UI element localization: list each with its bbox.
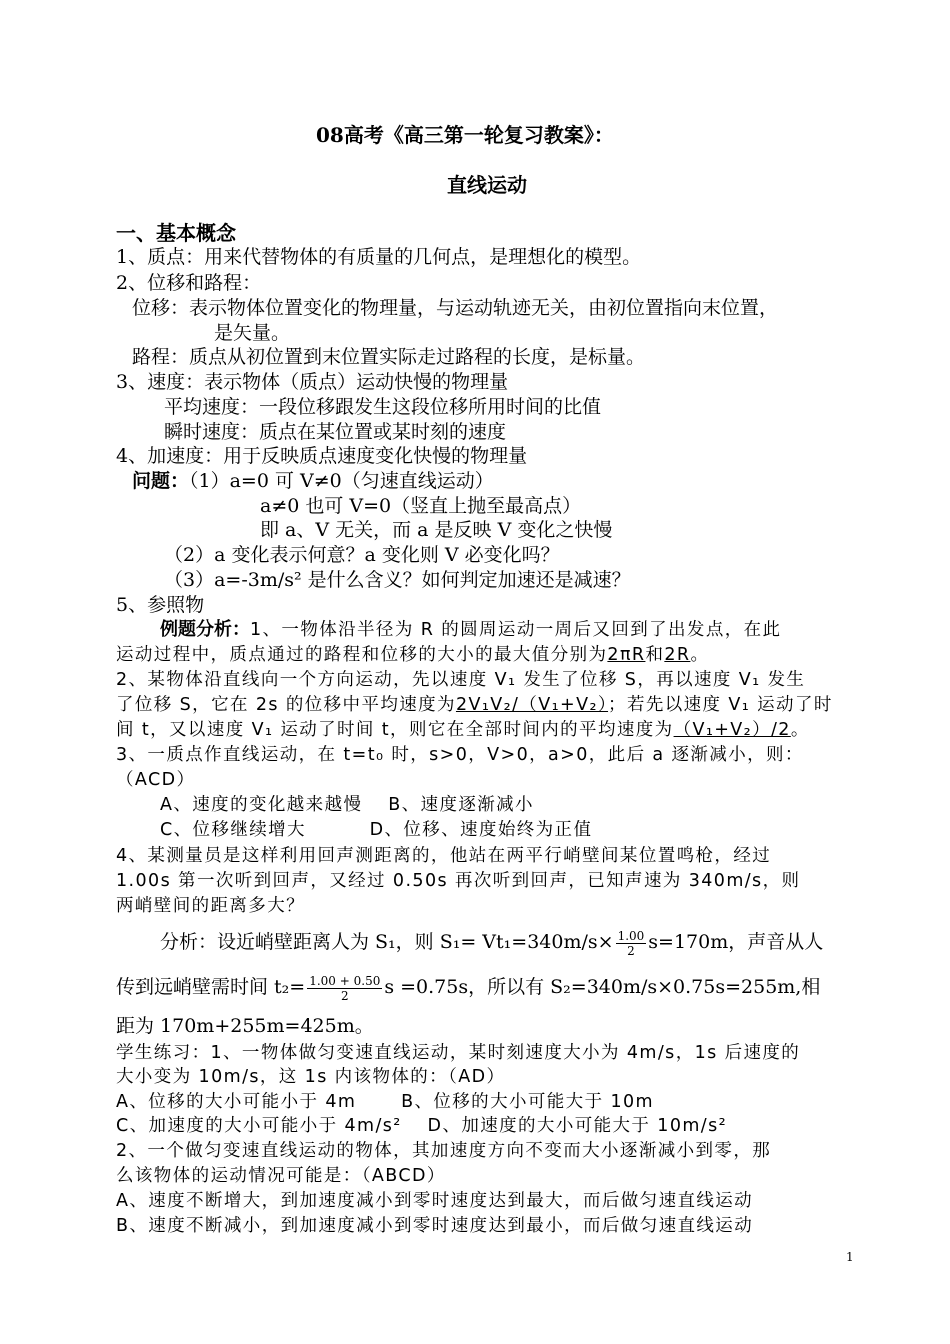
answer-blank: 2V₁V₂/（V₁+V₂） xyxy=(455,695,609,715)
example-line: 4、某测量员是这样利用回声测距离的，他站在两平行峭壁间某位置鸣枪，经过 xyxy=(116,846,772,866)
option-line: C、加速度的大小可能小于 4m/s² D、加速度的大小可能大于 10m/s² xyxy=(116,1116,728,1136)
example-text: 。 xyxy=(790,720,810,740)
analysis-line: 距为 170m+255m=425m。 xyxy=(116,1015,374,1037)
document-subtitle: 直线运动 xyxy=(447,173,527,197)
answer-blank: 2R xyxy=(664,645,691,665)
option-line: A、速度不断增大，到加速度减小到零时速度达到最大，而后做匀速直线运动 xyxy=(116,1191,754,1211)
section-heading: 一、基本概念 xyxy=(116,221,236,245)
analysis-line xyxy=(160,925,823,959)
text-line: 5、参照物 xyxy=(116,594,205,616)
analysis-text: s=170m，声音从人 xyxy=(648,931,824,953)
example-line xyxy=(116,692,833,718)
fraction-denominator: 2 xyxy=(627,943,635,958)
analysis-text: 传到远峭壁需时间 t₂= xyxy=(116,976,306,998)
answer-blank: （V₁+V₂）/2 xyxy=(673,720,791,740)
example-line: 3、一质点作直线运动，在 t=t₀ 时，s>0，V>0，a>0，此后 a 逐渐减小，则： xyxy=(116,745,804,765)
analysis-text: s =0.75s，所以有 S₂=340m/s×0.75s=255m,相 xyxy=(384,976,821,998)
example-label: 例题分析： xyxy=(160,619,250,640)
question-text: （1）a=0 可 V≠0（匀速直线运动） xyxy=(189,470,494,492)
question-label: 问题： xyxy=(132,470,190,492)
option-line: A、速度的变化越来越慢 B、速度逐渐减小 xyxy=(160,795,534,815)
example-text: 间 t，又以速度 V₁ 运动了时间 t，则它在全部时间内的平均速度为 xyxy=(116,720,674,740)
text-line: 瞬时速度：质点在某位置或某时刻的速度 xyxy=(164,421,507,443)
question-line xyxy=(132,468,494,494)
option-line: C、位移继续增大 D、位移、速度始终为正值 xyxy=(160,820,593,840)
practice-line: 么该物体的运动情况可能是：（ABCD） xyxy=(116,1166,446,1186)
example-text: 运动过程中，质点通过的路程和位移的大小的最大值分别为 xyxy=(116,645,608,665)
text-line: 是矢量。 xyxy=(214,322,291,344)
fraction-numerator: 1.00 + 0.50 xyxy=(309,973,381,988)
question-line: （3）a=-3m/s² 是什么含义？如何判定加速还是减速？ xyxy=(164,569,631,591)
fraction xyxy=(307,974,382,1003)
example-line xyxy=(160,617,781,643)
page-number: 1 xyxy=(846,1250,854,1264)
text-line: 2、位移和路程： xyxy=(116,272,262,294)
option-line: A、位移的大小可能小于 4m B、位移的大小可能大于 10m xyxy=(116,1092,654,1112)
fraction-numerator: 1.00 xyxy=(617,928,645,943)
example-text: 了位移 S，它在 2s 的位移中平均速度为 xyxy=(116,695,456,715)
fraction-denominator: 2 xyxy=(340,988,349,1003)
question-line: （2）a 变化表示何意？a 变化则 V 必变化吗？ xyxy=(164,544,560,566)
text-line: 平均速度：一段位移跟发生这段位移所用时间的比值 xyxy=(164,396,602,418)
example-line: 两峭壁间的距离多大？ xyxy=(116,896,305,916)
text-line: 1、质点：用来代替物体的有质量的几何点，是理想化的模型。 xyxy=(116,246,642,268)
example-line: （ACD） xyxy=(116,770,196,790)
practice-line: 大小变为 10m/s，这 1s 内该物体的：（AD） xyxy=(116,1067,506,1087)
text-line: 位移：表示物体位置变化的物理量，与运动轨迹无关，由初位置指向末位置， xyxy=(132,297,779,319)
example-text: 和 xyxy=(645,645,665,665)
question-line: 即 a、V 无关，而 a 是反映 V 变化之快慢 xyxy=(260,519,613,541)
answer-blank: 2πR xyxy=(607,645,646,665)
option-line: B、速度不断减小，到加速度减小到零时速度达到最小，而后做匀速直线运动 xyxy=(116,1216,754,1236)
question-line: a≠0 也可 V=0（竖直上抛至最高点） xyxy=(260,495,582,517)
analysis-text: 分析：设近峭壁距离人为 S₁，则 S₁= Vt₁=340m/s× xyxy=(160,931,614,953)
text-line: 路程：质点从初位置到末位置实际走过路程的长度，是标量。 xyxy=(132,346,646,368)
text-line: 3、速度：表示物体（质点）运动快慢的物理量 xyxy=(116,371,509,393)
example-line xyxy=(116,642,709,668)
example-line: 1.00s 第一次听到回声，又经过 0.50s 再次听到回声，已知声速为 340m/s，则 xyxy=(116,871,801,891)
fraction xyxy=(616,929,647,958)
example-line xyxy=(116,717,810,743)
document-title: 08高考《高三第一轮复习教案》： xyxy=(316,123,614,147)
example-text: 。 xyxy=(690,645,710,665)
example-text: 1、一物体沿半径为 R 的圆周运动一周后又回到了出发点，在此 xyxy=(250,620,782,640)
example-line: 2、某物体沿直线向一个方向运动，先以速度 V₁ 发生了位移 S，再以速度 V₁ 发生 xyxy=(116,670,806,690)
example-text: ；若先以速度 V₁ 运动了时 xyxy=(608,695,833,715)
practice-line: 学生练习：1、一物体做匀变速直线运动，某时刻速度大小为 4m/s，1s 后速度的 xyxy=(116,1043,801,1063)
text-line: 4、加速度：用于反映质点速度变化快慢的物理量 xyxy=(116,445,528,467)
practice-line: 2、一个做匀变速直线运动的物体，其加速度方向不变而大小逐渐减小到零，那 xyxy=(116,1141,772,1161)
analysis-line xyxy=(116,970,820,1004)
